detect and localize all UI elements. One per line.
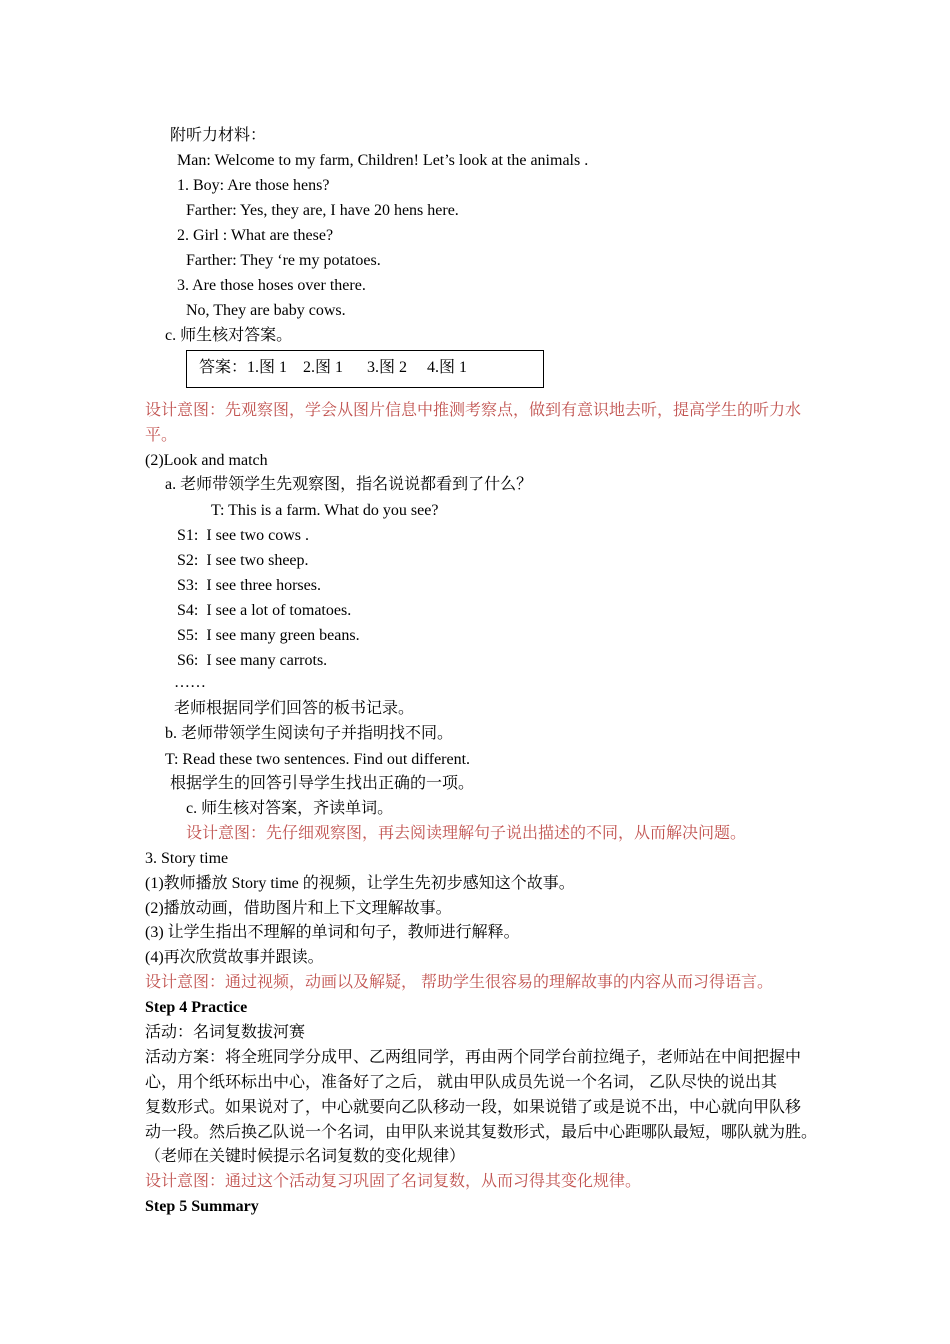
design-intent-listening: 设计意图：先观察图，学会从图片信息中推测考察点，做到有意识地去听，提高学生的听力水 xyxy=(145,402,802,419)
step5-heading: Step 5 Summary xyxy=(145,1198,259,1215)
guide-students: 根据学生的回答引导学生找出正确的一项。 xyxy=(170,775,475,792)
answer-text: 答案：1.图 1 2.图 1 3.图 2 4.图 1 xyxy=(199,359,468,376)
dialogue-a1: Farther: Yes, they are, I have 20 hens here. xyxy=(186,202,459,219)
look-match-c: c. 师生核对答案，齐读单词。 xyxy=(186,800,394,817)
dialogue-q3: 3. Are those hoses over there. xyxy=(177,277,366,294)
teacher-note: （老师在关键时候提示名词复数的变化规律） xyxy=(145,1148,466,1165)
activity-plan-line: 动一段。然后换乙队说一个名词，由甲队来说其复数形式，最后中心距哪队最短，哪队就为胜。 xyxy=(145,1124,818,1141)
answer-box xyxy=(186,350,544,388)
activity-plan-line: 心，用个纸环标出中心，准备好了之后， 就由甲队成员先说一个名词， 乙队尽快的说出其 xyxy=(145,1074,778,1091)
activity-title: 活动：名词复数拔河赛 xyxy=(145,1024,306,1041)
student-response: S6: I see many carrots. xyxy=(177,652,328,669)
activity-plan-line: 活动方案：将全班同学分成甲、乙两组同学，再由两个同学台前拉绳子，老师站在中间把握中 xyxy=(145,1049,802,1066)
dialogue-man: Man: Welcome to my farm, Children! Let’s look at the animals . xyxy=(177,152,589,169)
activity-plan-line: 复数形式。如果说对了，中心就要向乙队移动一段，如果说错了或是说不出，中心就向甲队移 xyxy=(145,1099,802,1116)
design-intent-look-match: 设计意图：先仔细观察图，再去阅读理解句子说出描述的不同，从而解决问题。 xyxy=(186,825,747,842)
look-match-b: b. 老师带领学生阅读句子并指明找不同。 xyxy=(165,725,454,742)
story-heading: 3. Story time xyxy=(145,850,229,867)
teacher-question: T: This is a farm. What do you see? xyxy=(211,502,439,519)
step4-heading: Step 4 Practice xyxy=(145,999,248,1016)
dialogue-q2: 2. Girl : What are these? xyxy=(177,227,334,244)
board-record: 老师根据同学们回答的板书记录。 xyxy=(174,700,415,717)
ellipsis: …… xyxy=(174,674,206,691)
student-response: S5: I see many green beans. xyxy=(177,627,360,644)
story-step-2: (2)播放动画，借助图片和上下文理解故事。 xyxy=(145,900,452,917)
student-response: S1: I see two cows . xyxy=(177,527,309,544)
design-intent-story: 设计意图：通过视频，动画以及解疑， 帮助学生很容易的理解故事的内容从而习得语言。 xyxy=(145,974,774,991)
student-response: S3: I see three horses. xyxy=(177,577,321,594)
student-response: S2: I see two sheep. xyxy=(177,552,309,569)
dialogue-a2: Farther: They ‘re my potatoes. xyxy=(186,252,381,269)
teacher-instruction: T: Read these two sentences. Find out different. xyxy=(165,751,471,768)
story-step-4: (4)再次欣赏故事并跟读。 xyxy=(145,949,324,966)
story-step-1: (1)教师播放 Story time 的视频，让学生先初步感知这个故事。 xyxy=(145,875,575,892)
listening-heading: 附听力材料： xyxy=(170,127,267,144)
check-answers: c. 师生核对答案。 xyxy=(165,327,293,344)
dialogue-a3: No, They are baby cows. xyxy=(186,302,346,319)
look-match-heading: (2)Look and match xyxy=(145,452,268,469)
design-intent-listening-cont: 平。 xyxy=(145,427,178,444)
story-step-3: (3) 让学生指出不理解的单词和句子，教师进行解释。 xyxy=(145,924,520,941)
student-response: S4: I see a lot of tomatoes. xyxy=(177,602,352,619)
design-intent-practice: 设计意图：通过这个活动复习巩固了名词复数，从而习得其变化规律。 xyxy=(145,1173,642,1190)
dialogue-q1: 1. Boy: Are those hens? xyxy=(177,177,330,194)
look-match-a: a. 老师带领学生先观察图，指名说说都看到了什么？ xyxy=(165,476,533,493)
